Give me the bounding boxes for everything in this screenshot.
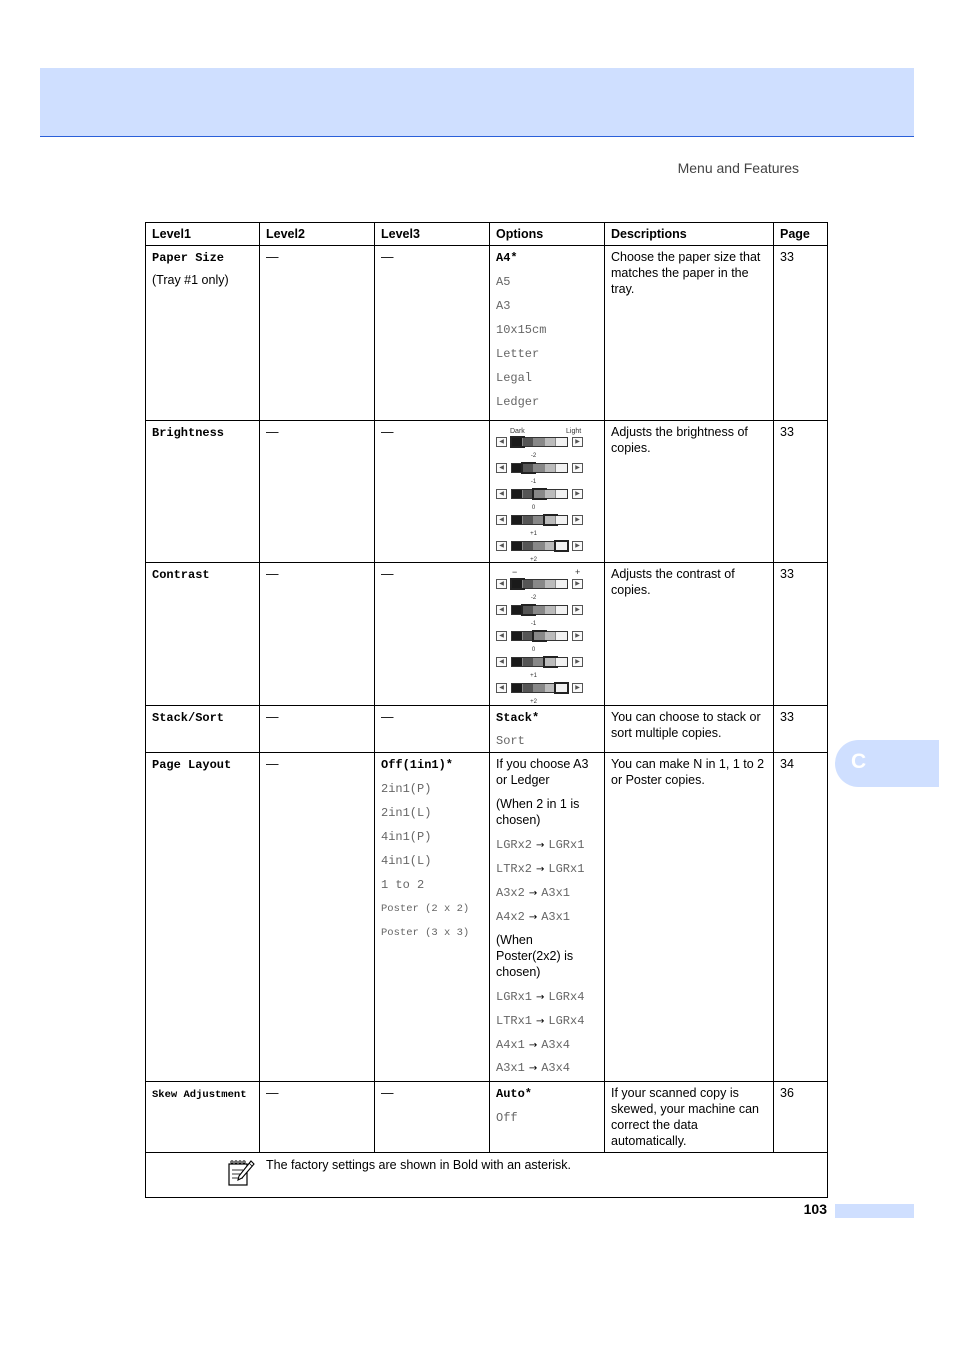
- col-header-level1: Level1: [146, 223, 260, 246]
- skew-options: [490, 1082, 605, 1153]
- layout-off-1in1: Off(1in1)*: [381, 758, 454, 772]
- scale-segment: [545, 542, 556, 550]
- arrow-right-icon: →: [536, 1016, 545, 1027]
- brightness-scale-bar: [511, 541, 568, 551]
- right-arrow-icon: ▶: [572, 579, 583, 589]
- contrast-level-indicator: [496, 604, 598, 628]
- scale-segment: [534, 580, 545, 588]
- table-header-row: [146, 223, 828, 246]
- conv-from: LTRx2: [496, 862, 533, 876]
- contrast-options: [490, 563, 605, 706]
- brightness-description: Adjusts the brightness of copies.: [605, 421, 774, 563]
- chapter-tab: [835, 740, 939, 787]
- stack-sort-level3: —: [375, 706, 490, 753]
- conv-to: A3x4: [541, 1061, 571, 1075]
- brightness-level1: [146, 421, 260, 563]
- conv-to: A3x1: [541, 910, 571, 924]
- scale-segment: [556, 580, 567, 588]
- skew-label: Skew Adjustment: [152, 1089, 247, 1101]
- left-arrow-icon: ◀: [496, 631, 507, 641]
- conv-from: A3x1: [496, 1061, 525, 1075]
- conv-row: [496, 908, 598, 932]
- scale-segment: [545, 580, 556, 588]
- conv-to: A3x1: [541, 886, 571, 900]
- col-header-level3: Level3: [375, 223, 490, 246]
- brightness-page: 33: [774, 421, 828, 563]
- conv-to: A3x4: [541, 1038, 571, 1052]
- brightness-level-indicator: [496, 514, 598, 538]
- paper-size-level2: —: [260, 246, 375, 421]
- contrast-minus-label: −: [512, 567, 518, 577]
- conv-from: A4x2: [496, 910, 525, 924]
- menu-table: [145, 222, 828, 1198]
- paper-size-options: [490, 246, 605, 421]
- top-header-band: [40, 68, 914, 137]
- right-arrow-icon: ▶: [572, 657, 583, 667]
- option-letter: Letter: [496, 347, 540, 361]
- row-brightness: [146, 421, 828, 563]
- option-a4: A4*: [496, 251, 518, 265]
- arrow-right-icon: →: [528, 1040, 538, 1051]
- row-skew-adjustment: [146, 1082, 828, 1153]
- scale-segment: [512, 658, 523, 666]
- scale-segment: [556, 606, 567, 614]
- scale-segment: [556, 464, 567, 472]
- scale-segment: [523, 684, 534, 692]
- layout-4in1-p: 4in1(P): [381, 830, 432, 844]
- note-row: [146, 1153, 828, 1198]
- stack-sort-page: 33: [774, 706, 828, 753]
- left-arrow-icon: ◀: [496, 515, 507, 525]
- stack-sort-label: Stack/Sort: [152, 711, 225, 725]
- conv-row: [496, 1012, 598, 1036]
- contrast-scale-labels: [496, 566, 598, 576]
- conv-row: [496, 860, 598, 884]
- scale-segment: [556, 516, 567, 524]
- col-header-page: Page: [774, 223, 828, 246]
- conv-from: LTRx1: [496, 1014, 533, 1028]
- option-10x15cm: 10x15cm: [496, 323, 547, 337]
- scale-segment: [545, 438, 556, 446]
- page-number-bar: [835, 1204, 914, 1218]
- left-arrow-icon: ◀: [496, 657, 507, 667]
- scale-segment: [534, 438, 545, 446]
- scale-segment: [512, 580, 523, 588]
- paper-size-description: Choose the paper size that matches the paper in the tray.: [605, 246, 774, 421]
- left-arrow-icon: ◀: [496, 489, 507, 499]
- contrast-level-indicator: [496, 578, 598, 602]
- option-sort: Sort: [496, 734, 525, 748]
- stack-sort-options: [490, 706, 605, 753]
- brightness-slider-group: [496, 424, 598, 563]
- brightness-level-value: -1: [530, 479, 537, 485]
- contrast-level-value: +2: [530, 699, 537, 705]
- brightness-level-value: +2: [530, 557, 537, 563]
- contrast-slider: [496, 682, 598, 694]
- left-arrow-icon: ◀: [496, 541, 507, 551]
- scale-segment: [512, 490, 523, 498]
- row-page-layout: [146, 753, 828, 1082]
- right-arrow-icon: ▶: [572, 515, 583, 525]
- scale-segment: [556, 658, 567, 666]
- brightness-scale-labels: [496, 424, 598, 434]
- conv-row: [496, 1036, 598, 1060]
- paper-size-level1: [146, 246, 260, 421]
- contrast-slider: [496, 630, 598, 642]
- layout-poster-3x3: Poster (3 x 3): [381, 927, 470, 939]
- contrast-slider-group: [496, 566, 598, 705]
- contrast-scale-bar: [511, 683, 568, 693]
- scale-segment: [534, 490, 545, 498]
- brightness-slider: [496, 462, 598, 474]
- contrast-scale-bar: [511, 657, 568, 667]
- page-layout-description: You can make N in 1, 1 to 2 or Poster copies.: [605, 753, 774, 1082]
- brightness-scale-bar: [511, 515, 568, 525]
- brightness-level-indicator: [496, 462, 598, 486]
- contrast-level-indicator: [496, 682, 598, 706]
- scale-segment: [534, 632, 545, 640]
- layout-options-note-poster: (When Poster(2x2) is chosen): [496, 933, 574, 979]
- layout-2in1-p: 2in1(P): [381, 782, 432, 796]
- right-arrow-icon: ▶: [572, 437, 583, 447]
- section-title: Menu and Features: [677, 160, 799, 176]
- contrast-scale-bar: [511, 579, 568, 589]
- conv-from: A4x1: [496, 1038, 525, 1052]
- scale-segment: [545, 658, 556, 666]
- option-a5: A5: [496, 275, 511, 289]
- stack-sort-level1: [146, 706, 260, 753]
- contrast-slider: [496, 656, 598, 668]
- scale-segment: [534, 658, 545, 666]
- layout-4in1-l: 4in1(L): [381, 854, 432, 868]
- page-number: 103: [803, 1201, 827, 1217]
- paper-size-label: Paper Size: [152, 251, 225, 265]
- option-ledger: Ledger: [496, 395, 540, 409]
- scale-segment: [512, 632, 523, 640]
- brightness-level-value: -2: [530, 453, 537, 459]
- option-stack: Stack*: [496, 711, 540, 725]
- right-arrow-icon: ▶: [572, 605, 583, 615]
- chapter-letter: C: [851, 750, 867, 773]
- contrast-level-indicator: [496, 656, 598, 680]
- contrast-level-value: 0: [531, 647, 536, 653]
- scale-segment: [545, 464, 556, 472]
- right-arrow-icon: ▶: [572, 683, 583, 693]
- page-layout-page: 34: [774, 753, 828, 1082]
- brightness-slider: [496, 514, 598, 526]
- conv-row: [496, 836, 598, 860]
- brightness-label: Brightness: [152, 426, 225, 440]
- scale-segment: [556, 632, 567, 640]
- scale-segment: [545, 684, 556, 692]
- brightness-scale-bar: [511, 463, 568, 473]
- conv-from: LGRx1: [496, 990, 533, 1004]
- brightness-slider: [496, 488, 598, 500]
- layout-2in1-l: 2in1(L): [381, 806, 432, 820]
- col-header-level2: Level2: [260, 223, 375, 246]
- contrast-level-indicator: [496, 630, 598, 654]
- left-arrow-icon: ◀: [496, 437, 507, 447]
- stack-sort-level2: —: [260, 706, 375, 753]
- stack-sort-description: You can choose to stack or sort multiple copies.: [605, 706, 774, 753]
- scale-segment: [545, 490, 556, 498]
- paper-size-page: 33: [774, 246, 828, 421]
- skew-level2: —: [260, 1082, 375, 1153]
- paper-size-level3: —: [375, 246, 490, 421]
- col-header-descriptions: Descriptions: [605, 223, 774, 246]
- scale-segment: [523, 490, 534, 498]
- layout-options-note-2in1: (When 2 in 1 is chosen): [496, 797, 580, 827]
- page-layout-label: Page Layout: [152, 758, 232, 772]
- scale-segment: [512, 542, 523, 550]
- skew-page: 36: [774, 1082, 828, 1153]
- brightness-scale-bar: [511, 489, 568, 499]
- conv-row: [496, 1060, 598, 1078]
- arrow-right-icon: →: [528, 912, 538, 923]
- option-off: Off: [496, 1111, 518, 1125]
- scale-segment: [523, 464, 534, 472]
- layout-1to2: 1 to 2: [381, 878, 425, 892]
- scale-segment: [556, 684, 567, 692]
- contrast-slider: [496, 604, 598, 616]
- scale-segment: [523, 658, 534, 666]
- scale-segment: [523, 580, 534, 588]
- conv-to: LGRx4: [548, 1014, 585, 1028]
- paper-size-note: (Tray #1 only): [152, 273, 229, 287]
- right-arrow-icon: ▶: [572, 541, 583, 551]
- left-arrow-icon: ◀: [496, 463, 507, 473]
- left-arrow-icon: ◀: [496, 605, 507, 615]
- arrow-right-icon: →: [536, 992, 545, 1003]
- brightness-level-value: +1: [530, 531, 537, 537]
- row-stack-sort: [146, 706, 828, 753]
- right-arrow-icon: ▶: [572, 463, 583, 473]
- scale-segment: [545, 516, 556, 524]
- contrast-plus-label: +: [575, 567, 581, 577]
- left-arrow-icon: ◀: [496, 579, 507, 589]
- scale-segment: [534, 684, 545, 692]
- scale-segment: [512, 606, 523, 614]
- note-cell: [146, 1153, 828, 1198]
- contrast-level-value: -1: [530, 621, 537, 627]
- option-legal: Legal: [496, 371, 533, 385]
- scale-segment: [534, 464, 545, 472]
- conv-from: A3x2: [496, 886, 525, 900]
- right-arrow-icon: ▶: [572, 631, 583, 641]
- conv-to: LGRx1: [548, 862, 585, 876]
- conv-row: [496, 988, 598, 1012]
- scale-segment: [556, 542, 567, 550]
- scale-segment: [556, 490, 567, 498]
- scale-segment: [534, 542, 545, 550]
- scale-segment: [523, 516, 534, 524]
- scale-segment: [523, 542, 534, 550]
- contrast-level2: —: [260, 563, 375, 706]
- brightness-slider: [496, 540, 598, 552]
- layout-poster-2x2: Poster (2 x 2): [381, 903, 470, 915]
- conv-from: LGRx2: [496, 838, 533, 852]
- scale-segment: [512, 464, 523, 472]
- page-layout-level1: [146, 753, 260, 1082]
- arrow-right-icon: →: [528, 888, 538, 899]
- page-layout-level2: —: [260, 753, 375, 1082]
- row-paper-size: [146, 246, 828, 421]
- brightness-light-label: Light: [566, 428, 582, 435]
- contrast-scale-bar: [511, 631, 568, 641]
- brightness-level3: —: [375, 421, 490, 563]
- row-contrast: [146, 563, 828, 706]
- contrast-level-value: +1: [530, 673, 537, 679]
- skew-description: If your scanned copy is skewed, your machine can correct the data automatically.: [605, 1082, 774, 1153]
- scale-segment: [512, 516, 523, 524]
- brightness-level-indicator: [496, 540, 598, 564]
- conv-to: LGRx1: [548, 838, 585, 852]
- option-a3: A3: [496, 299, 511, 313]
- contrast-level-value: -2: [530, 595, 537, 601]
- scale-segment: [523, 632, 534, 640]
- layout-group2: [496, 988, 598, 1078]
- scale-segment: [534, 516, 545, 524]
- brightness-level-indicator: [496, 488, 598, 512]
- scale-segment: [512, 684, 523, 692]
- scale-segment: [545, 606, 556, 614]
- col-header-options: Options: [490, 223, 605, 246]
- contrast-label: Contrast: [152, 568, 210, 582]
- layout-group1: [496, 836, 598, 932]
- arrow-right-icon: →: [536, 864, 545, 875]
- right-arrow-icon: ▶: [572, 489, 583, 499]
- brightness-level2: —: [260, 421, 375, 563]
- brightness-dark-label: Dark: [510, 428, 525, 435]
- left-arrow-icon: ◀: [496, 683, 507, 693]
- skew-level3: —: [375, 1082, 490, 1153]
- contrast-scale-bar: [511, 605, 568, 615]
- pencil-note-icon: [226, 1158, 256, 1188]
- arrow-right-icon: →: [536, 840, 545, 851]
- factory-settings-note: The factory settings are shown in Bold with an asterisk.: [266, 1158, 572, 1172]
- layout-options-intro: If you choose A3 or Ledger: [496, 757, 589, 787]
- contrast-page: 33: [774, 563, 828, 706]
- contrast-level3: —: [375, 563, 490, 706]
- contrast-description: Adjusts the contrast of copies.: [605, 563, 774, 706]
- page-layout-options: [490, 753, 605, 1082]
- scale-segment: [534, 606, 545, 614]
- scale-segment: [545, 632, 556, 640]
- conv-to: LGRx4: [548, 990, 585, 1004]
- contrast-level1: [146, 563, 260, 706]
- page-layout-level3: [375, 753, 490, 1082]
- brightness-level-value: 0: [531, 505, 536, 511]
- arrow-right-icon: →: [528, 1063, 538, 1074]
- scale-segment: [523, 606, 534, 614]
- conv-row: [496, 884, 598, 908]
- skew-level1: [146, 1082, 260, 1153]
- brightness-options: [490, 421, 605, 563]
- option-auto: Auto*: [496, 1087, 533, 1101]
